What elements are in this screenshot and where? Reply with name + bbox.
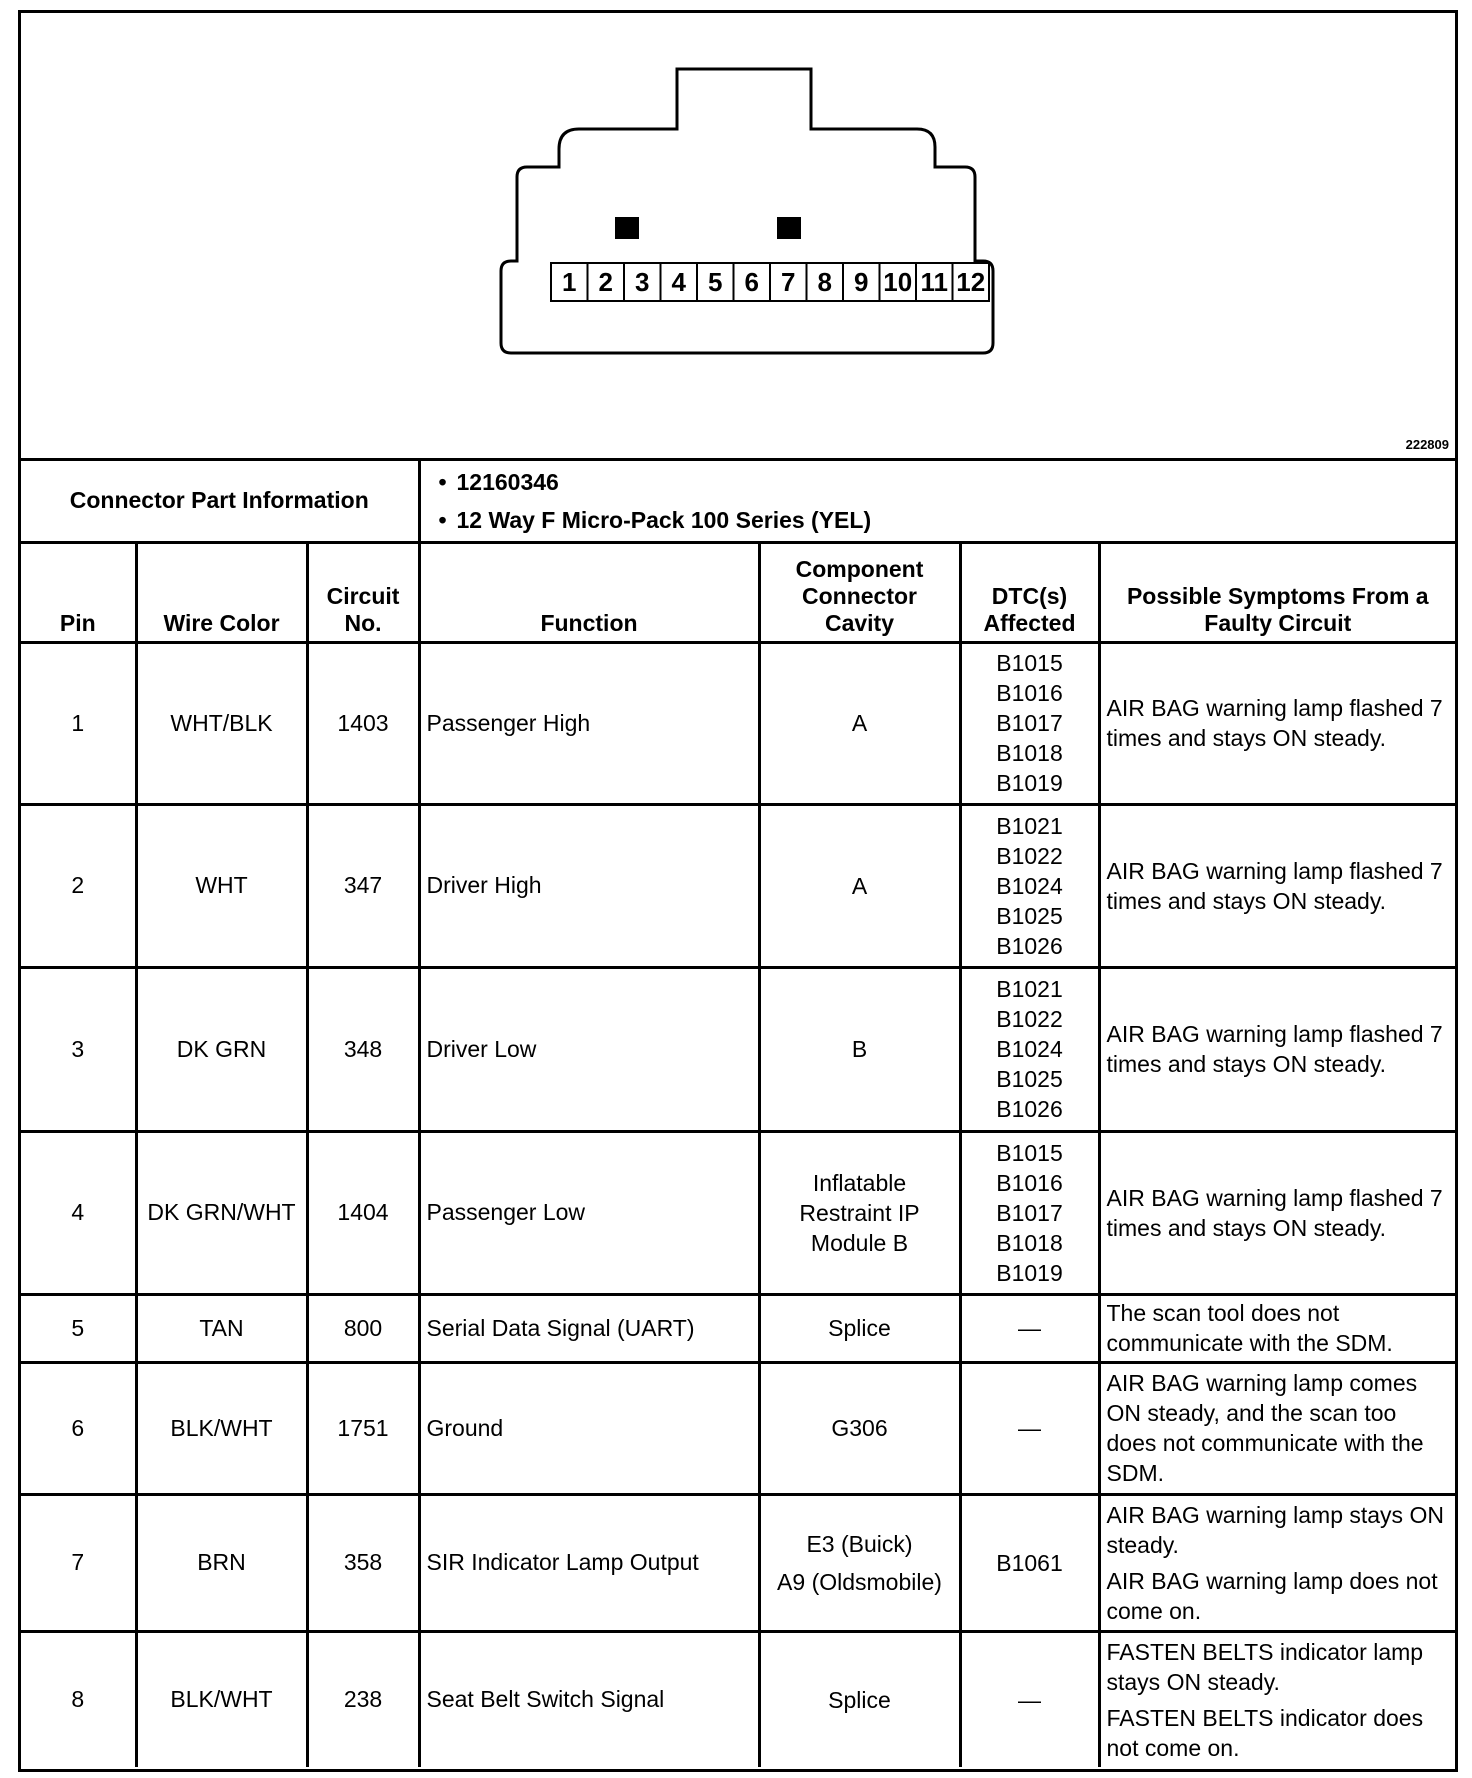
header-cavity: Component Connector Cavity (759, 542, 960, 642)
dtc-code: — (1018, 1686, 1041, 1713)
dtc-code: B1015 (996, 1139, 1063, 1166)
pin-number: 10 (883, 267, 913, 297)
wire-color-cell: BLK/WHT (136, 1362, 307, 1494)
symptom-text: AIR BAG warning lamp flashed 7 times and stays ON steady. (1106, 1021, 1443, 1077)
symptoms-cell (1099, 967, 1455, 1131)
part-info-list (419, 461, 1455, 542)
symptoms-cell (1099, 642, 1455, 804)
dtc-code: B1019 (996, 1259, 1063, 1286)
dtc-code: B1024 (996, 1036, 1063, 1062)
header-symptoms: Possible Symptoms From a Faulty Circuit (1099, 542, 1455, 642)
pin-number: 3 (635, 267, 650, 297)
symptom-text: AIR BAG warning lamp flashed 7 times and stays ON steady. (1106, 1184, 1443, 1241)
pin-cell: 2 (21, 804, 136, 967)
cavity-value: G306 (831, 1415, 888, 1441)
table-row (21, 804, 1455, 967)
cavity-key-left (615, 217, 639, 239)
cavity-value: Splice (828, 1315, 891, 1341)
connector-diagram (21, 13, 1455, 461)
pin-number: 8 (817, 267, 832, 297)
circuit-cell: 348 (307, 967, 419, 1131)
cavity-key-right (777, 217, 801, 239)
symptoms-cell (1099, 804, 1455, 967)
circuit-cell: 800 (307, 1294, 419, 1362)
cavity-cell (759, 642, 960, 804)
pinout-table (21, 461, 1455, 1767)
cavity-value: Inflatable Restraint IP Module B (799, 1169, 920, 1256)
part-description: • 12 Way F Micro-Pack 100 Series (YEL) (427, 501, 1450, 539)
header-row (21, 542, 1455, 642)
wire-color-cell: WHT/BLK (136, 642, 307, 804)
table-row (21, 1362, 1455, 1494)
cavity-cell (759, 1131, 960, 1294)
cavity-value: A (851, 872, 868, 899)
symptom-text: AIR BAG warning lamp flashed 7 times and stays ON steady. (1106, 695, 1443, 751)
cavity-value: A9 (Oldsmobile) (777, 1568, 942, 1595)
header-wire-color: Wire Color (136, 542, 307, 642)
cavity-cell (759, 1494, 960, 1631)
pin-number: 2 (598, 267, 613, 297)
symptom-text: The scan tool does not communicate with the SDM. (1106, 1300, 1393, 1356)
cavity-value: E3 (Buick) (806, 1530, 913, 1557)
pinout-rows (21, 642, 1455, 1767)
dtc-code: — (1018, 1315, 1041, 1341)
dtc-code: B1025 (996, 1066, 1063, 1092)
header-pin: Pin (21, 542, 136, 642)
pin-cell: 6 (21, 1362, 136, 1494)
dtc-code: B1026 (996, 1096, 1063, 1122)
cavity-value: A (851, 710, 868, 736)
dtc-cell (960, 1131, 1099, 1294)
dtc-code: — (1018, 1415, 1041, 1441)
function-cell: Serial Data Signal (UART) (419, 1294, 759, 1362)
pin-number: 7 (781, 267, 796, 297)
pin-number: 1 (562, 267, 577, 297)
dtc-code: B1017 (996, 1199, 1063, 1226)
dtc-cell (960, 1294, 1099, 1362)
pin-cell: 1 (21, 642, 136, 804)
dtc-cell (960, 1362, 1099, 1494)
header-dtcs: DTC(s) Affected (960, 542, 1099, 642)
pin-number: 12 (956, 267, 986, 297)
cavity-cell (759, 804, 960, 967)
function-cell: Driver Low (419, 967, 759, 1131)
cavity-value: Splice (828, 1686, 891, 1713)
dtc-cell (960, 1631, 1099, 1767)
function-cell: Passenger High (419, 642, 759, 804)
pin-number: 11 (920, 267, 948, 297)
pin-cell: 5 (21, 1294, 136, 1362)
wire-color-cell: WHT (136, 804, 307, 967)
dtc-code: B1021 (996, 812, 1063, 839)
cavity-cell (759, 1294, 960, 1362)
dtc-code: B1018 (996, 740, 1063, 766)
pin-cell: 8 (21, 1631, 136, 1767)
circuit-cell: 238 (307, 1631, 419, 1767)
circuit-cell: 1403 (307, 642, 419, 804)
document-frame (18, 10, 1458, 1772)
wire-color-cell: TAN (136, 1294, 307, 1362)
table-row (21, 967, 1455, 1131)
circuit-cell: 1404 (307, 1131, 419, 1294)
dtc-cell (960, 967, 1099, 1131)
dtc-code: B1016 (996, 1169, 1063, 1196)
table-row (21, 1294, 1455, 1362)
table-row (21, 1494, 1455, 1631)
dtc-cell (960, 642, 1099, 804)
part-info-row (21, 461, 1455, 542)
header-circuit-no: Circuit No. (307, 542, 419, 642)
table-row (21, 1631, 1455, 1767)
dtc-code: B1015 (996, 650, 1063, 676)
symptoms-cell (1099, 1362, 1455, 1494)
function-cell: Driver High (419, 804, 759, 967)
function-cell: SIR Indicator Lamp Output (419, 1494, 759, 1631)
table-row (21, 1131, 1455, 1294)
dtc-code: B1018 (996, 1229, 1063, 1256)
pin-number: 5 (708, 267, 723, 297)
symptoms-cell (1099, 1131, 1455, 1294)
pin-number: 9 (854, 267, 869, 297)
connector-housing (501, 69, 993, 353)
part-number: • 12160346 (427, 463, 1450, 501)
wire-color-cell: DK GRN/WHT (136, 1131, 307, 1294)
symptom-text: FASTEN BELTS indicator lamp stays ON steady. (1106, 1638, 1424, 1695)
function-cell: Seat Belt Switch Signal (419, 1631, 759, 1767)
pin-cell: 3 (21, 967, 136, 1131)
circuit-cell: 358 (307, 1494, 419, 1631)
circuit-cell: 1751 (307, 1362, 419, 1494)
dtc-cell (960, 1494, 1099, 1631)
wire-color-cell: DK GRN (136, 967, 307, 1131)
part-info-label: Connector Part Information (21, 461, 419, 542)
pin-cell: 7 (21, 1494, 136, 1631)
dtc-code: B1025 (996, 902, 1063, 929)
circuit-cell: 347 (307, 804, 419, 967)
header-function: Function (419, 542, 759, 642)
pin-number: 6 (744, 267, 759, 297)
dtc-code: B1017 (996, 710, 1063, 736)
dtc-code: B1019 (996, 770, 1063, 796)
cavity-cell (759, 1362, 960, 1494)
symptom-text: AIR BAG warning lamp stays ON steady. (1106, 1501, 1444, 1558)
function-cell: Ground (419, 1362, 759, 1494)
pin-number: 4 (671, 267, 686, 297)
symptom-text: AIR BAG warning lamp does not come on. (1106, 1567, 1438, 1624)
symptom-text: AIR BAG warning lamp comes ON steady, and the scan too does not communicate with the SDM. (1106, 1370, 1424, 1486)
symptom-text: AIR BAG warning lamp flashed 7 times and stays ON steady. (1106, 857, 1443, 914)
dtc-code: B1022 (996, 1006, 1063, 1032)
connector-outline-svg (21, 13, 1455, 461)
cavity-cell (759, 1631, 960, 1767)
dtc-code: B1024 (996, 872, 1063, 899)
wire-color-cell: BRN (136, 1494, 307, 1631)
dtc-cell (960, 804, 1099, 967)
function-cell: Passenger Low (419, 1131, 759, 1294)
wire-color-cell: BLK/WHT (136, 1631, 307, 1767)
symptoms-cell (1099, 1631, 1455, 1767)
symptoms-cell (1099, 1494, 1455, 1631)
figure-id: 222809 (1405, 437, 1449, 452)
dtc-code: B1026 (996, 932, 1063, 959)
dtc-code: B1061 (996, 1549, 1063, 1576)
symptom-text: FASTEN BELTS indicator does not come on. (1106, 1704, 1424, 1761)
dtc-code: B1022 (996, 842, 1063, 869)
dtc-code: B1021 (996, 976, 1063, 1002)
cavity-cell (759, 967, 960, 1131)
dtc-code: B1016 (996, 680, 1063, 706)
symptoms-cell (1099, 1294, 1455, 1362)
table-row (21, 642, 1455, 804)
cavity-value: B (851, 1036, 868, 1062)
pin-cell: 4 (21, 1131, 136, 1294)
